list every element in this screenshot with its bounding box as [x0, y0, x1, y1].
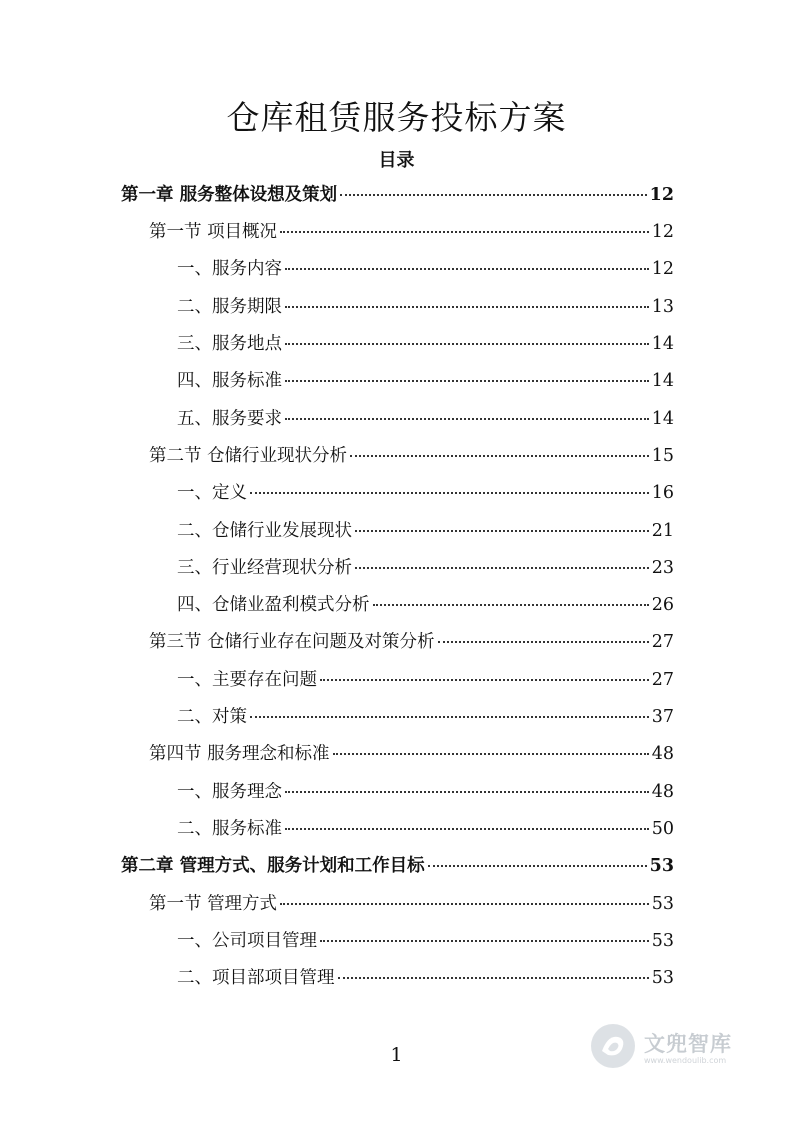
toc-entry-text: 一、定义 — [177, 483, 247, 503]
toc-leader-dots — [320, 679, 649, 681]
toc-entry[interactable] — [177, 255, 674, 289]
toc-leader-dots — [355, 567, 649, 569]
toc-entry[interactable] — [177, 778, 674, 812]
toc-leader-dots — [285, 306, 649, 308]
toc-entry[interactable] — [177, 405, 674, 439]
toc-entry[interactable] — [177, 554, 674, 588]
page-number: 1 — [390, 1044, 403, 1066]
toc-leader-dots — [340, 194, 647, 196]
watermark-logo-icon — [588, 1021, 638, 1071]
toc-entry-text: 第四节 服务理念和标准 — [149, 744, 330, 764]
toc-entry-page: 16 — [651, 483, 674, 503]
toc-leader-dots — [285, 791, 649, 793]
toc-entry[interactable] — [177, 703, 674, 737]
toc-entry-text: 一、服务理念 — [177, 782, 282, 802]
toc-entry[interactable] — [177, 517, 674, 551]
toc-entry[interactable] — [149, 218, 674, 252]
toc-entry-page: 50 — [651, 819, 674, 839]
toc-entry-text: 一、公司项目管理 — [177, 931, 317, 951]
toc-leader-dots — [320, 940, 649, 942]
toc-leader-dots — [373, 604, 649, 606]
toc-entry[interactable] — [149, 890, 674, 924]
toc-leader-dots — [333, 753, 649, 755]
toc-entry[interactable] — [177, 479, 674, 513]
toc-leader-dots — [280, 903, 649, 905]
toc-entry-text: 第三节 仓储行业存在问题及对策分析 — [149, 632, 435, 652]
watermark-url: www.wendoulib.com — [644, 1055, 727, 1065]
toc-entry[interactable] — [121, 181, 674, 215]
toc-heading: 目录 — [378, 150, 415, 171]
toc-entry-text: 二、服务期限 — [177, 297, 282, 317]
toc-entry-text: 一、服务内容 — [177, 259, 282, 279]
toc-leader-dots — [285, 828, 649, 830]
toc-leader-dots — [250, 716, 649, 718]
toc-entry-page: 13 — [651, 297, 674, 317]
toc-entry-page: 21 — [651, 521, 674, 541]
toc-entry-text: 第一节 项目概况 — [149, 222, 278, 242]
toc-entry[interactable] — [177, 927, 674, 961]
toc-entry-page: 27 — [651, 632, 674, 652]
toc-entry-text: 五、服务要求 — [177, 409, 282, 429]
toc-leader-dots — [285, 418, 649, 420]
toc-entry-text: 一、主要存在问题 — [177, 670, 317, 690]
toc-entry-page: 37 — [651, 707, 674, 727]
toc-entry-text: 二、项目部项目管理 — [177, 968, 335, 988]
toc-entry-page: 26 — [651, 595, 674, 615]
toc-entry[interactable] — [177, 367, 674, 401]
toc-entry[interactable] — [149, 628, 674, 662]
toc-entry-page: 53 — [649, 856, 674, 876]
toc-entry-text: 二、仓储行业发展现状 — [177, 521, 352, 541]
toc-entry-page: 53 — [651, 931, 674, 951]
toc-entry[interactable] — [177, 815, 674, 849]
toc-entry-text: 第一章 服务整体设想及策划 — [121, 185, 338, 205]
document-title: 仓库租赁服务投标方案 — [226, 98, 567, 137]
toc-leader-dots — [338, 977, 649, 979]
toc-entry[interactable] — [177, 964, 674, 998]
toc-entry[interactable] — [149, 740, 674, 774]
toc-entry-text: 四、服务标准 — [177, 371, 282, 391]
watermark — [588, 1018, 758, 1074]
toc-entry-page: 53 — [651, 968, 674, 988]
toc-entry-text: 三、行业经营现状分析 — [177, 558, 352, 578]
toc-entry-page: 14 — [651, 371, 674, 391]
toc-entry-page: 12 — [651, 259, 674, 279]
toc-leader-dots — [250, 492, 649, 494]
watermark-title: 文兜智库 — [644, 1031, 732, 1056]
toc-entry-page: 23 — [651, 558, 674, 578]
toc-leader-dots — [428, 865, 647, 867]
toc-leader-dots — [285, 268, 649, 270]
toc-leader-dots — [438, 641, 649, 643]
toc-entry-page: 14 — [651, 334, 674, 354]
toc-entry-page: 27 — [651, 670, 674, 690]
toc-entry-page: 12 — [649, 185, 674, 205]
toc-entry[interactable] — [121, 852, 674, 886]
toc-entry-text: 第二节 仓储行业现状分析 — [149, 446, 348, 466]
toc-entry-text: 三、服务地点 — [177, 334, 282, 354]
toc-leader-dots — [355, 530, 649, 532]
toc-leader-dots — [280, 231, 649, 233]
toc-entry[interactable] — [149, 442, 674, 476]
toc-entry-text: 第二章 管理方式、服务计划和工作目标 — [121, 856, 425, 876]
toc-leader-dots — [285, 343, 649, 345]
toc-leader-dots — [350, 455, 649, 457]
toc-entry-page: 53 — [651, 894, 674, 914]
toc-entry-page: 14 — [651, 409, 674, 429]
toc-leader-dots — [285, 380, 649, 382]
toc-entry-page: 48 — [651, 744, 674, 764]
toc-entry-text: 第一节 管理方式 — [149, 894, 278, 914]
toc-entry-page: 12 — [651, 222, 674, 242]
toc-entry-page: 48 — [651, 782, 674, 802]
toc-entry[interactable] — [177, 293, 674, 327]
toc-entry-page: 15 — [651, 446, 674, 466]
toc-entry-text: 二、对策 — [177, 707, 247, 727]
toc-entry[interactable] — [177, 330, 674, 364]
toc-entry[interactable] — [177, 666, 674, 700]
toc-entry-text: 四、仓储业盈利模式分析 — [177, 595, 370, 615]
toc-entry-text: 二、服务标准 — [177, 819, 282, 839]
toc-entry[interactable] — [177, 591, 674, 625]
